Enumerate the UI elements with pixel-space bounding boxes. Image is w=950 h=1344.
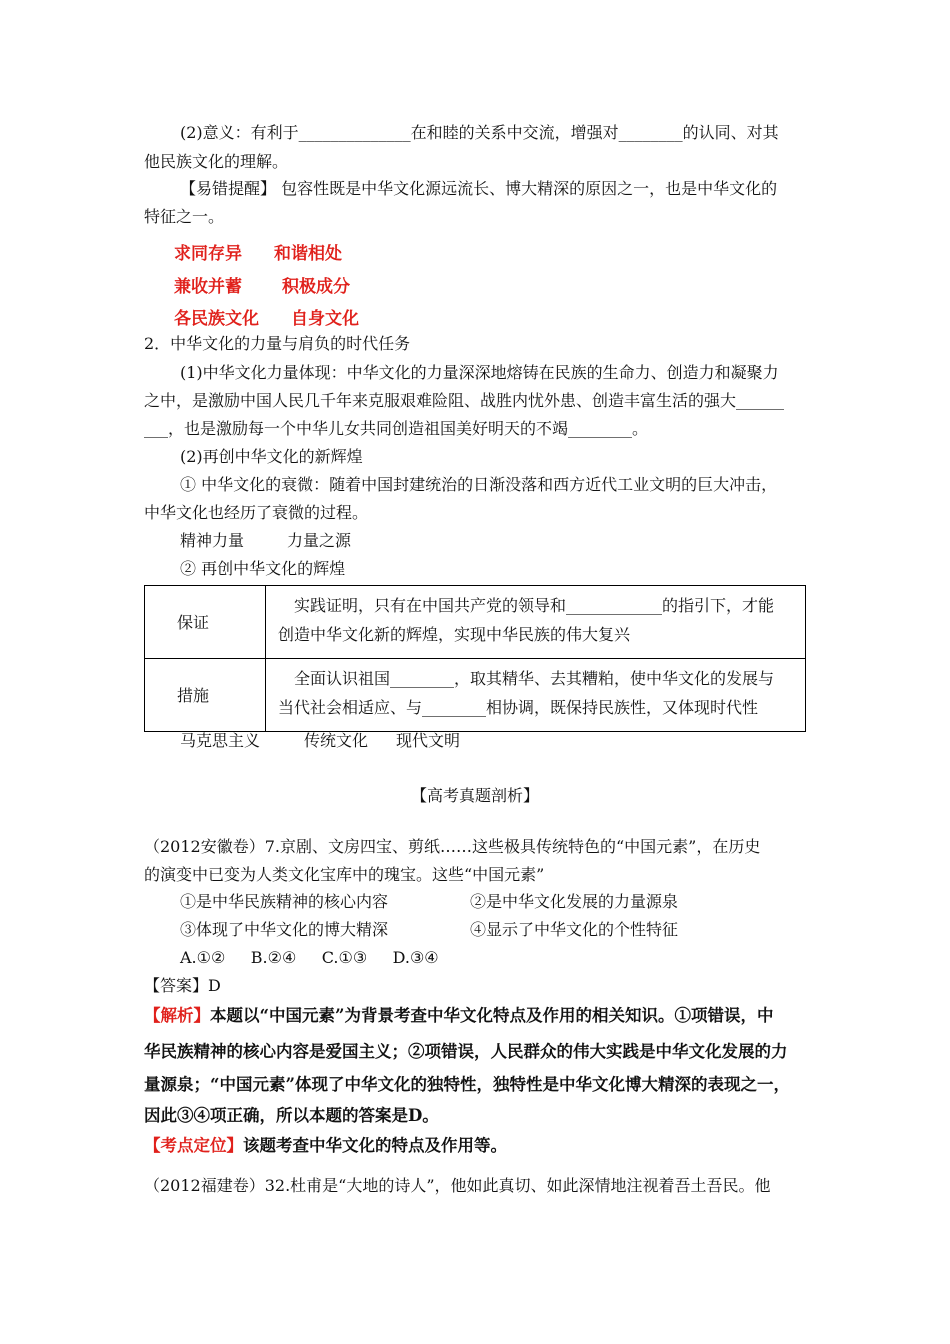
key-point-tag: 【考点定位】 <box>144 1136 243 1155</box>
answer-key-3b: 自身文化 <box>291 309 359 329</box>
option-4: ④显示了中华文化的个性特征 <box>470 920 679 939</box>
option-2: ②是中华文化发展的力量源泉 <box>470 892 679 911</box>
meaning-line-2: 他民族文化的理解。 <box>144 152 289 171</box>
guarantee-text-2: 创造中华文化新的辉煌，实现中华民族的伟大复兴 <box>278 625 631 644</box>
answer-key-1b: 和谐相处 <box>274 244 342 264</box>
answer-choices: A.①② B.②④ C.①③ D.③④ <box>180 948 439 967</box>
meaning-line-1: (2)意义：有利于______________在和睦的关系中交流，增强对________的认同、对其 <box>180 123 779 142</box>
power-line-1: (1)中华文化力量体现：中华文化的力量深深地熔铸在民族的生命力、创造力和凝聚力 <box>180 363 779 382</box>
measures-text-1: 全面认识祖国________，取其精华、去其糟粕，使中华文化的发展与 <box>294 669 775 688</box>
section-2-title: 2．中华文化的力量与肩负的时代任务 <box>144 334 411 353</box>
answer-key-5c: 现代文明 <box>396 731 461 750</box>
answer-key-5a: 马克思主义 <box>180 731 261 750</box>
table-cell-guarantee <box>266 586 806 659</box>
explanation-line-1 <box>144 1005 773 1027</box>
question-1-line-2: 的演变中已变为人类文化宝库中的瑰宝。这些“中国元素” <box>144 865 545 884</box>
section-heading: 【高考真题剖析】 <box>410 786 539 805</box>
table-label-guarantee: 保证 <box>145 586 266 659</box>
option-3: ③体现了中华文化的博大精深 <box>180 920 389 939</box>
explanation-line-3: 量源泉；“中国元素”体现了中华文化的独特性，独特性是中华文化博大精深的表现之一， <box>144 1075 790 1094</box>
explanation-line-2: 华民族精神的核心内容是爱国主义；②项错误，人民群众的伟大实践是中华文化发展的力 <box>144 1042 788 1061</box>
guarantee-text-1: 实践证明，只有在中国共产党的领导和____________的指引下，才能 <box>294 596 775 615</box>
explanation-line-4: 因此③④项正确，所以本题的答案是D。 <box>144 1106 439 1125</box>
answer-key-2a: 兼收并蓄 <box>174 277 242 297</box>
answer-key-1a: 求同存异 <box>174 244 242 264</box>
answer-line: 【答案】D <box>144 976 221 995</box>
error-tip-text: 包容性既是中华文化源远流长、博大精深的原因之一，也是中华文化的 <box>276 179 778 198</box>
table-row <box>145 586 806 659</box>
question-1-line-1: （2012安徽卷）7.京剧、文房四宝、剪纸……这些极具传统特色的“中国元素”，在历史 <box>144 837 761 856</box>
question-2-line-1: （2012福建卷）32.杜甫是“大地的诗人”，他如此真切、如此深情地注视着吾土吾民。他 <box>144 1176 771 1195</box>
decline-line-2: 中华文化也经历了衰微的过程。 <box>144 503 369 522</box>
error-tip-tag: 【易错提醒】 <box>180 179 277 198</box>
key-point-text: 该题考查中华文化的特点及作用等。 <box>243 1136 507 1155</box>
answer-key-4b: 力量之源 <box>287 531 352 550</box>
power-line-2: 之中，是激励中国人民几千年来克服艰难险阻、战胜内忧外患、创造丰富生活的强大______ <box>144 391 785 410</box>
answer-key-3a: 各民族文化 <box>174 309 259 329</box>
key-point-line <box>144 1135 507 1157</box>
option-1: ①是中华民族精神的核心内容 <box>180 892 389 911</box>
explanation-tag: 【解析】 <box>144 1006 210 1025</box>
error-tip-line-2: 特征之一。 <box>144 207 225 226</box>
error-tip-line-1 <box>180 178 777 200</box>
measures-text-2: 当代社会相适应、与________相协调，既保持民族性，又体现时代性 <box>278 698 759 717</box>
table-cell-measures <box>266 659 806 732</box>
decline-line-1: ① 中华文化的衰微：随着中国封建统治的日渐没落和西方近代工业文明的巨大冲击， <box>180 475 778 494</box>
revival-table <box>144 585 806 732</box>
answer-key-5b: 传统文化 <box>304 731 369 750</box>
table-label-measures: 措施 <box>145 659 266 732</box>
answer-key-4a: 精神力量 <box>180 531 245 550</box>
explanation-text-1: 本题以“中国元素”为背景考查中华文化特点及作用的相关知识。①项错误，中 <box>210 1006 774 1025</box>
power-line-3: ___，也是激励每一个中华儿女共同创造祖国美好明天的不竭________。 <box>144 419 649 438</box>
answer-key-2b: 积极成分 <box>282 277 350 297</box>
revival-title: (2)再创中华文化的新辉煌 <box>180 447 363 466</box>
table-row <box>145 659 806 732</box>
revival-subtitle: ② 再创中华文化的辉煌 <box>180 559 346 578</box>
